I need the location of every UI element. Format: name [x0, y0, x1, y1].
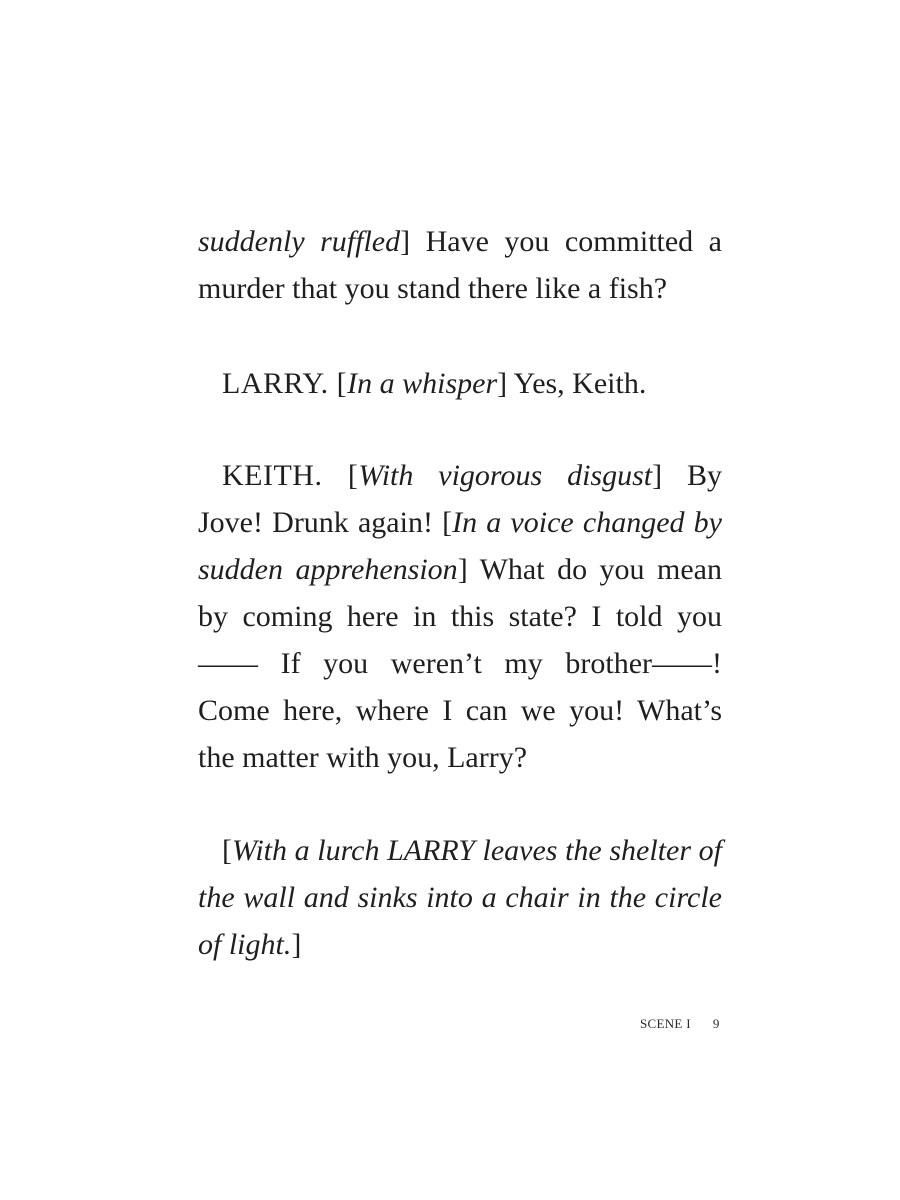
speaker-name: KEITH. [	[222, 459, 359, 492]
stage-direction: With a lurch LARRY leaves the shelter of the wall and sinks into a chair in the circle of light.	[198, 834, 722, 961]
stage-direction: With vigorous disgust	[358, 459, 653, 492]
paragraph-keith-continued	[198, 218, 722, 312]
stage-direction: In a whisper	[347, 367, 498, 400]
dialogue-text: ] Have you committed a murder that you stand there like a fish?	[198, 225, 722, 305]
stage-direction: suddenly ruffled	[198, 225, 401, 258]
bracket-open: [	[222, 834, 232, 867]
page-footer	[640, 1016, 720, 1032]
dialogue-text: ] Yes, Keith.	[497, 367, 647, 400]
speaker-name: LARRY. [	[222, 367, 348, 400]
paragraph-larry-line	[198, 360, 722, 407]
paragraph-stage-direction	[198, 827, 722, 968]
dialogue-text: ] By Jove! Drunk again! [	[198, 459, 722, 539]
page-number: 9	[712, 1016, 720, 1031]
running-head: SCENE I	[640, 1016, 691, 1031]
bracket-close: ]	[291, 928, 302, 961]
dialogue-text: ] What do you mean by coming here in this state? I told you—— If you weren’t my brother——! Come here, where I can we you! What’s the matter with you, Larry?	[198, 553, 722, 774]
stage-direction: In a voice changed by sudden apprehension	[198, 506, 722, 586]
paragraph-keith-line	[198, 452, 722, 781]
